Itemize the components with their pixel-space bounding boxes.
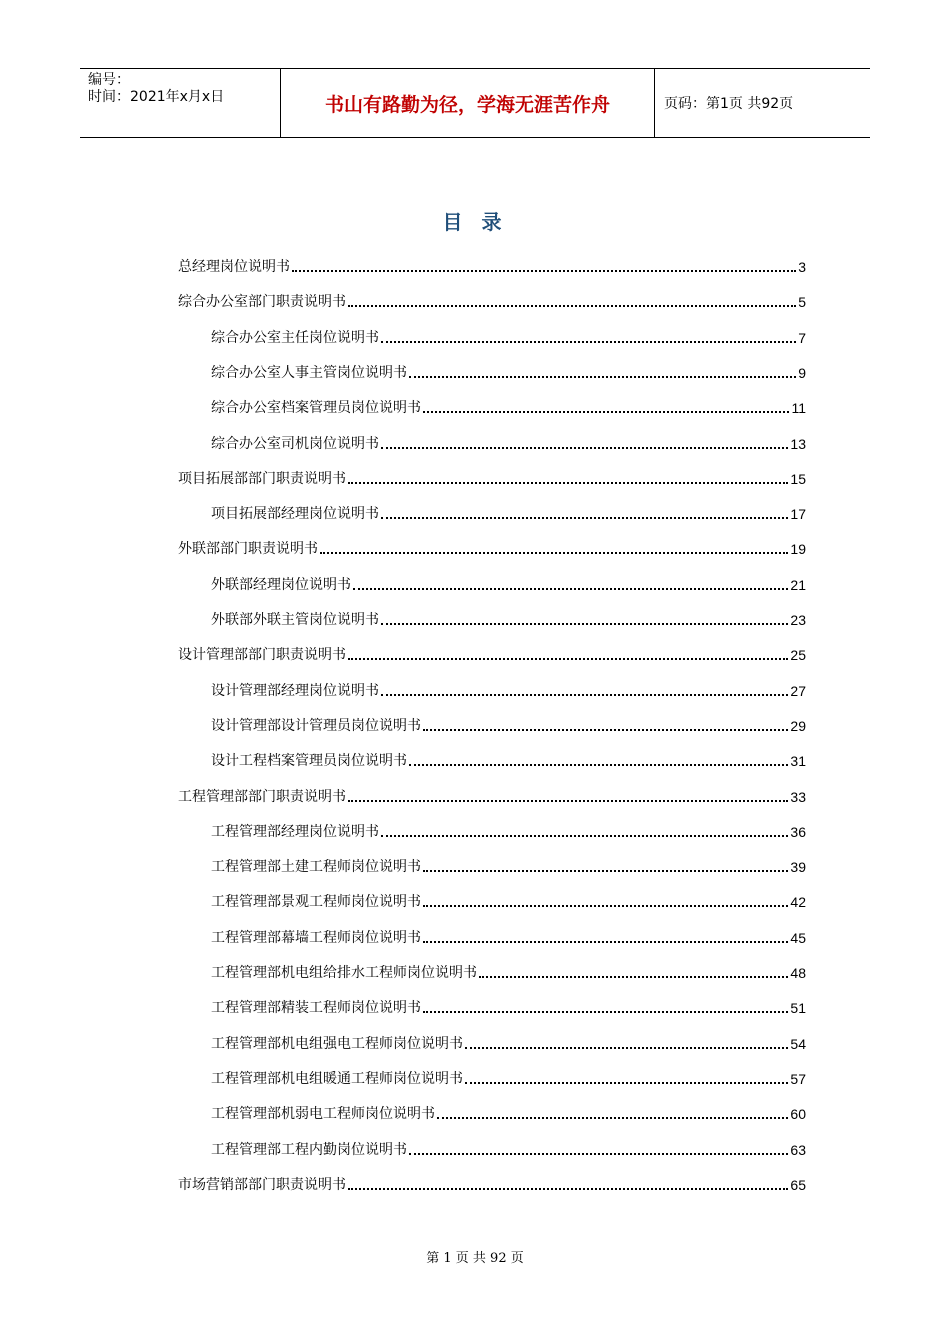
toc-dot-leader <box>348 1188 788 1190</box>
toc-entry-title: 设计工程档案管理员岗位说明书 <box>211 753 407 770</box>
toc-entry[interactable] <box>178 780 806 806</box>
toc-dot-leader <box>381 694 788 696</box>
toc-entry-page: 63 <box>790 1141 806 1158</box>
toc-entry[interactable] <box>211 674 806 700</box>
toc-dot-leader <box>353 588 788 590</box>
toc-entry[interactable] <box>211 815 806 841</box>
toc-entry-title: 工程管理部机弱电工程师岗位说明书 <box>211 1106 435 1123</box>
toc-entry-page: 5 <box>798 294 806 311</box>
toc-dot-leader <box>465 1047 788 1049</box>
toc-entry-title: 综合办公室人事主管岗位说明书 <box>211 364 407 381</box>
toc-entry-title: 项目拓展部部门职责说明书 <box>178 470 346 487</box>
document-time-label: 时间：2021年x月x日 <box>88 89 225 105</box>
toc-dot-leader <box>348 305 796 307</box>
toc-entry[interactable] <box>211 1133 806 1159</box>
toc-dot-leader <box>423 870 788 872</box>
toc-entry-title: 设计管理部经理岗位说明书 <box>211 682 379 699</box>
toc-dot-leader <box>381 835 788 837</box>
toc-entry[interactable] <box>211 1097 806 1123</box>
toc-dot-leader <box>423 941 788 943</box>
toc-entry-title: 综合办公室司机岗位说明书 <box>211 435 379 452</box>
toc-entry-page: 39 <box>790 859 806 876</box>
toc-entry-page: 60 <box>790 1106 806 1123</box>
toc-dot-leader <box>381 623 788 625</box>
toc-entry-page: 29 <box>790 717 806 734</box>
toc-entry-title: 综合办公室主任岗位说明书 <box>211 329 379 346</box>
toc-dot-leader <box>409 1153 788 1155</box>
toc-dot-leader <box>320 552 788 554</box>
toc-entry-page: 3 <box>798 259 806 275</box>
toc-entry-page: 7 <box>798 329 806 346</box>
toc-entry[interactable] <box>178 250 806 276</box>
toc-entry-page: 31 <box>790 753 806 770</box>
toc-entry-title: 工程管理部土建工程师岗位说明书 <box>211 859 421 876</box>
toc-entry-page: 21 <box>790 576 806 593</box>
toc-entry-title: 综合办公室档案管理员岗位说明书 <box>211 400 421 417</box>
toc-entry[interactable] <box>211 391 806 417</box>
toc-entry-page: 23 <box>790 612 806 628</box>
header-meta <box>80 69 281 137</box>
toc-dot-leader <box>348 800 788 802</box>
toc-entry[interactable] <box>211 991 806 1017</box>
toc-entry-page: 48 <box>790 965 806 981</box>
toc-entry[interactable] <box>211 885 806 911</box>
toc-entry-page: 25 <box>790 647 806 664</box>
toc-entry-page: 45 <box>790 929 806 946</box>
toc-dot-leader <box>423 411 789 413</box>
toc-entry-title: 设计管理部设计管理员岗位说明书 <box>211 717 421 734</box>
toc-entry-title: 总经理岗位说明书 <box>178 259 290 275</box>
toc-entry-title: 市场营销部部门职责说明书 <box>178 1176 346 1193</box>
toc-entry[interactable] <box>211 603 806 629</box>
toc-entry-title: 工程管理部经理岗位说明书 <box>211 823 379 840</box>
toc-entry-page: 36 <box>790 823 806 840</box>
toc-entry-page: 27 <box>790 682 806 699</box>
toc-entry-page: 17 <box>790 506 806 523</box>
page-header <box>80 68 870 138</box>
toc-entry[interactable] <box>211 321 806 347</box>
toc-entry[interactable] <box>178 462 806 488</box>
toc-entry-title: 工程管理部景观工程师岗位说明书 <box>211 894 421 911</box>
toc-entry[interactable] <box>178 638 806 664</box>
toc-dot-leader <box>409 764 788 766</box>
toc-entry[interactable] <box>211 568 806 594</box>
toc-dot-leader <box>381 447 788 449</box>
toc-dot-leader <box>409 376 796 378</box>
toc-entry-page: 15 <box>790 470 806 487</box>
toc-entry-title: 外联部部门职责说明书 <box>178 541 318 558</box>
toc-dot-leader <box>479 976 788 978</box>
toc-entry-title: 工程管理部机电组强电工程师岗位说明书 <box>211 1035 463 1052</box>
toc-entry-page: 13 <box>790 435 806 452</box>
toc-entry-title: 项目拓展部经理岗位说明书 <box>211 506 379 523</box>
toc-dot-leader <box>348 658 788 660</box>
toc-entry-title: 工程管理部机电组暖通工程师岗位说明书 <box>211 1070 463 1087</box>
toc-entry-page: 57 <box>790 1070 806 1087</box>
toc-entry-title: 工程管理部精装工程师岗位说明书 <box>211 1000 421 1017</box>
toc-entry[interactable] <box>211 1062 806 1088</box>
toc-entry[interactable] <box>211 921 806 947</box>
toc-entry-page: 42 <box>790 894 806 911</box>
toc-dot-leader <box>381 341 796 343</box>
toc-entry[interactable] <box>211 1027 806 1053</box>
toc-entry[interactable] <box>211 427 806 453</box>
toc-entry[interactable] <box>178 532 806 558</box>
toc-dot-leader <box>437 1117 788 1119</box>
toc-entry-page: 11 <box>791 400 806 417</box>
toc-entry-title: 外联部外联主管岗位说明书 <box>211 612 379 628</box>
toc-entry[interactable] <box>178 1168 806 1194</box>
toc-entry-title: 工程管理部幕墙工程师岗位说明书 <box>211 929 421 946</box>
header-page-info: 页码：第1页 共92页 <box>664 96 794 112</box>
toc-entry-page: 65 <box>790 1176 806 1193</box>
toc-entry[interactable] <box>211 956 806 982</box>
toc-entry[interactable] <box>211 744 806 770</box>
toc-entry-title: 工程管理部部门职责说明书 <box>178 788 346 805</box>
toc-entry[interactable] <box>178 285 806 311</box>
document-number-label: 编号： <box>88 72 130 88</box>
header-motto: 书山有路勤为径，学海无涯苦作舟 <box>281 69 655 137</box>
toc-entry-page: 51 <box>790 1000 806 1017</box>
toc-entry-page: 33 <box>790 788 806 805</box>
toc-entry-title: 工程管理部工程内勤岗位说明书 <box>211 1141 407 1158</box>
toc-entry-title: 工程管理部机电组给排水工程师岗位说明书 <box>211 965 477 981</box>
toc-entry[interactable] <box>211 709 806 735</box>
toc-dot-leader <box>423 729 788 731</box>
toc-dot-leader <box>423 1011 788 1013</box>
toc-entry[interactable] <box>211 356 806 382</box>
toc-dot-leader <box>423 905 788 907</box>
toc-entry-title: 综合办公室部门职责说明书 <box>178 294 346 311</box>
toc-dot-leader <box>465 1082 788 1084</box>
toc-title: 目 录 <box>442 210 508 234</box>
page-footer: 第 1 页 共 92 页 <box>426 1251 524 1266</box>
toc-entry-page: 19 <box>790 541 806 558</box>
toc-entry-title: 外联部经理岗位说明书 <box>211 576 351 593</box>
toc-entry[interactable] <box>211 850 806 876</box>
toc-entry-page: 9 <box>798 364 806 381</box>
toc-entry-page: 54 <box>790 1035 806 1052</box>
toc-entry-title: 设计管理部部门职责说明书 <box>178 647 346 664</box>
toc-dot-leader <box>348 482 788 484</box>
toc-dot-leader <box>381 517 788 519</box>
toc-entry[interactable] <box>211 497 806 523</box>
toc-dot-leader <box>292 270 796 272</box>
